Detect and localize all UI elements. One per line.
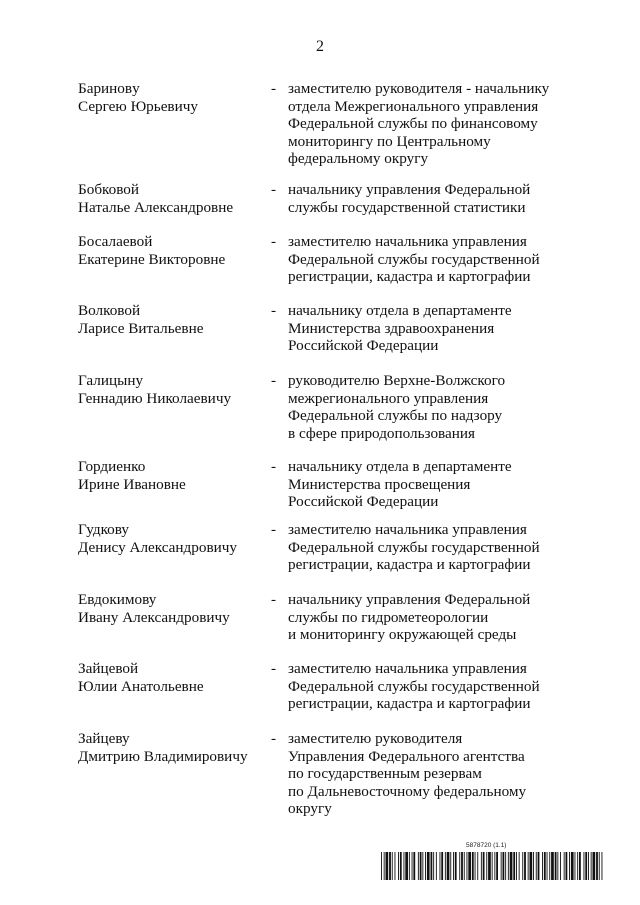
given-names: Екатерине Викторовне [78,250,226,268]
entry-name [78,80,268,115]
description-line: заместителю начальника управления [288,521,527,538]
given-names: Ивану Александровичу [78,608,230,626]
surname: Гордиенко [78,458,146,475]
surname: Бариновy [78,80,140,97]
entry-dash: - [271,302,277,319]
given-names: Юлии Анатольевне [78,677,204,695]
entry-name [78,181,268,216]
surname: Гудкову [78,521,130,538]
entry-name [78,302,268,337]
given-names: Наталье Александровне [78,198,234,216]
entry-description [288,591,588,644]
given-names: Геннадию Николаевичу [78,389,232,407]
surname: Евдокимову [78,591,157,608]
barcode-icon [380,852,605,880]
document-barcode [380,842,605,882]
description-line: службы государственной статистики [288,198,526,216]
description-line: мониторингу по Центральному [288,132,491,150]
description-line: федеральному округу [288,150,429,168]
entry-name [78,233,268,268]
description-line: заместителю начальника управления [288,660,527,677]
entry-dash: - [271,730,277,747]
entry-description [288,181,588,216]
entry-dash: - [271,458,277,475]
page-number: 2 [316,38,324,55]
barcode-code-label: 5878720 (1.1) [466,842,507,849]
given-names: Дмитрию Владимировичу [78,747,248,765]
entry-name [78,458,268,493]
description-line: Министерства здравоохранения [288,319,495,337]
description-line: Российской Федерации [288,337,439,355]
surname: Волковой [78,302,141,319]
surname: Бобковой [78,181,140,198]
description-line: Федеральной службы государственной [288,677,540,695]
entry-description [288,458,588,511]
description-line: Федеральной службы по финансовому [288,115,538,133]
description-line: Управления Федерального агентства [288,747,525,765]
entry-dash: - [271,660,277,677]
entry-name [78,660,268,695]
entry-description [288,730,588,818]
given-names: Ларисе Витальевне [78,319,204,337]
description-line: Федеральной службы государственной [288,250,540,268]
entry-dash: - [271,521,277,538]
description-line: Федеральной службы государственной [288,538,540,556]
description-line: Российской Федерации [288,493,439,511]
entry-dash: - [271,181,277,198]
entry-name [78,521,268,556]
description-line: регистрации, кадастра и картографии [288,268,531,286]
surname: Босалаевой [78,233,153,250]
entry-description [288,233,588,286]
entry-dash: - [271,80,277,97]
entry-name [78,372,268,407]
entry-description [288,660,588,713]
entry-name [78,730,268,765]
surname: Зайцевой [78,660,139,677]
description-line: по Дальневосточному федеральному [288,782,527,800]
given-names: Ирине Ивановне [78,475,186,493]
entry-description [288,521,588,574]
description-line: по государственным резервам [288,765,482,783]
entry-description [288,80,588,168]
description-line: заместителю начальника управления [288,233,527,250]
description-line: отдела Межрегионального управления [288,97,539,115]
description-line: службы по гидрометеорологии [288,608,489,626]
description-line: межрегионального управления [288,389,489,407]
description-line: начальнику отдела в департаменте [288,302,512,319]
given-names: Денису Александровичу [78,538,238,556]
description-line: округу [288,800,332,818]
entry-dash: - [271,233,277,250]
description-line: Федеральной службы по надзору [288,407,503,425]
surname: Зайцеву [78,730,130,747]
description-line: начальнику управления Федеральной [288,591,531,608]
description-line: регистрации, кадастра и картографии [288,556,531,574]
description-line: и мониторингу окружающей среды [288,626,517,644]
description-line: Министерства просвещения [288,475,471,493]
description-line: в сфере природопользования [288,424,476,442]
description-line: заместителю руководителя [288,730,463,747]
entry-description [288,302,588,355]
entry-dash: - [271,372,277,389]
entry-name [78,591,268,626]
description-line: начальнику отдела в департаменте [288,458,512,475]
given-names: Сергею Юрьевичу [78,97,198,115]
description-line: руководителю Верхне-Волжского [288,372,506,389]
description-line: начальнику управления Федеральной [288,181,531,198]
entry-description [288,372,588,442]
description-line: заместителю руководителя - начальнику [288,80,550,97]
surname: Галицыну [78,372,144,389]
entry-dash: - [271,591,277,608]
description-line: регистрации, кадастра и картографии [288,695,531,713]
